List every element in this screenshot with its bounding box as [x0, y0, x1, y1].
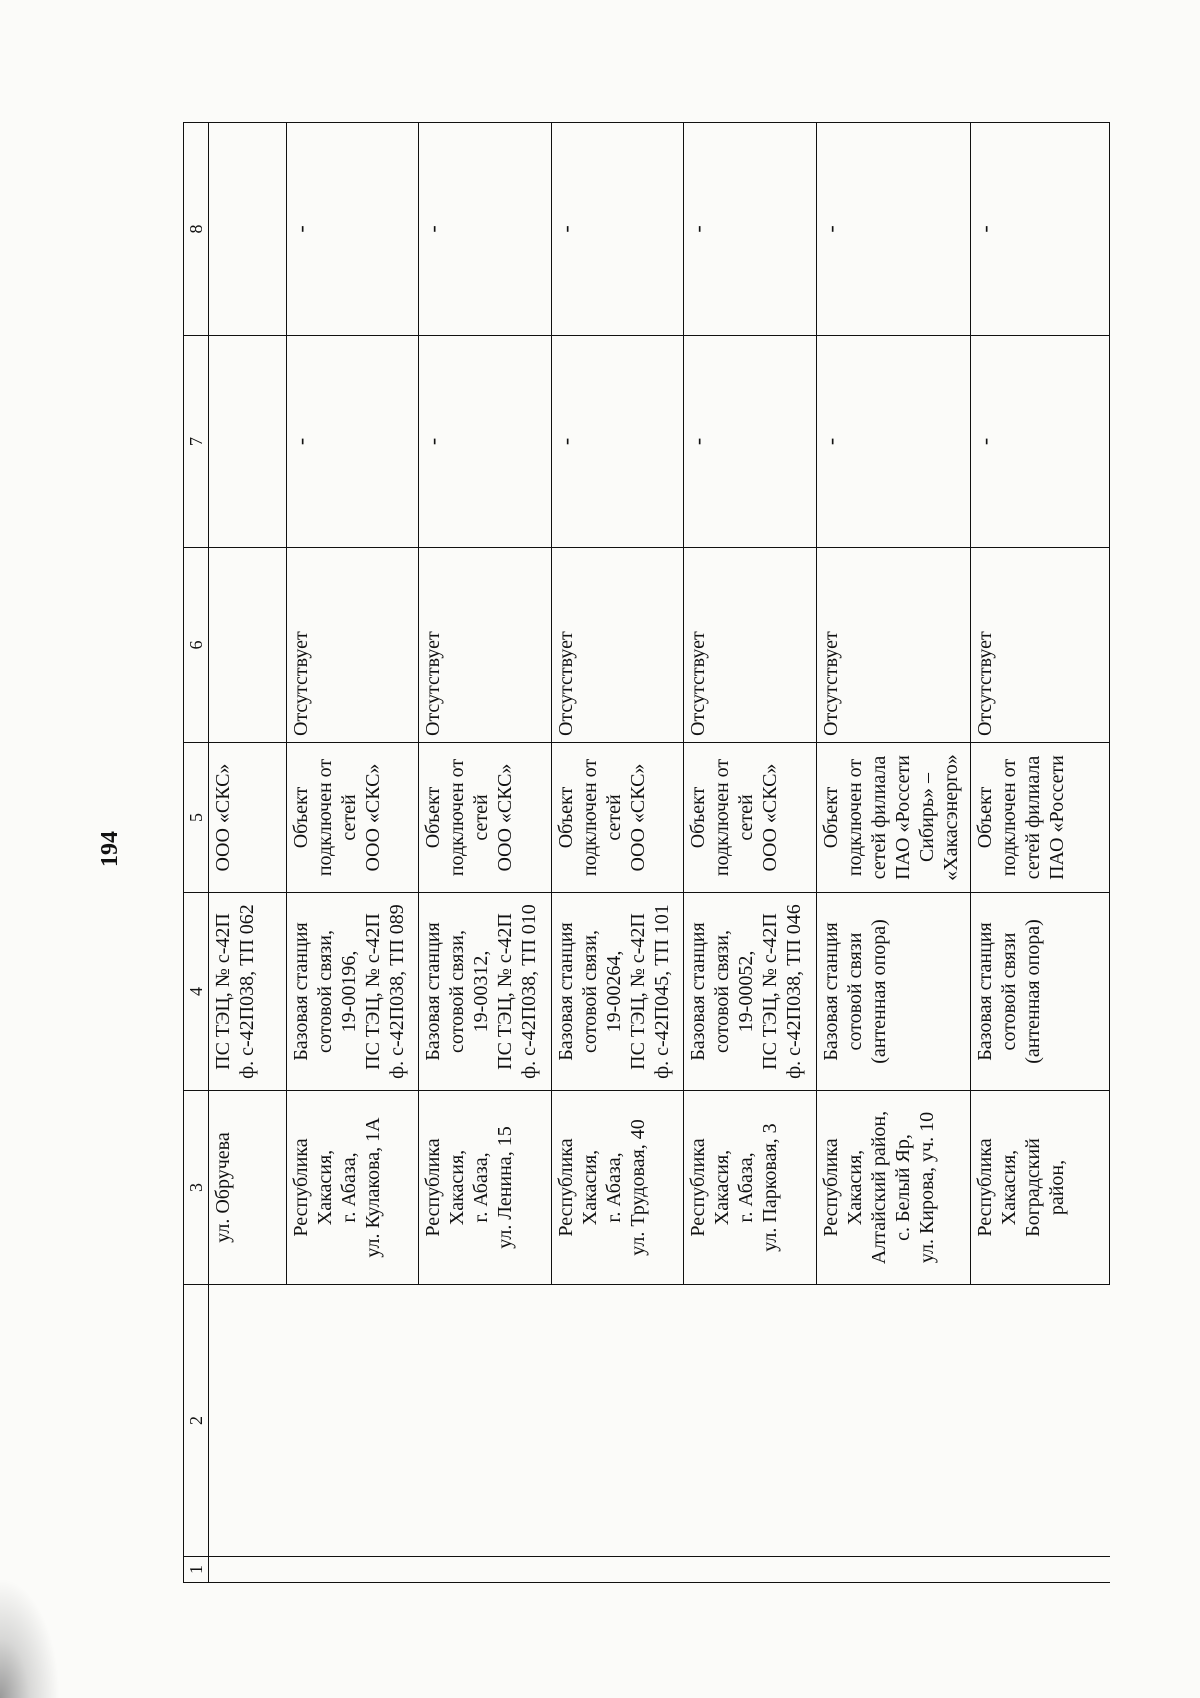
- cell-c6: Отсутствует: [971, 548, 1110, 743]
- cell-c5: Объект подключен от сетей ООО «СКС»: [286, 743, 418, 893]
- empty-cell-c2: [551, 1285, 683, 1557]
- empty-cell-c1: [551, 1557, 683, 1583]
- cell-c8: -: [419, 123, 551, 336]
- table-row: [286, 123, 418, 1583]
- cell-c4: Базовая станция сотовой связи (антенная опора): [971, 893, 1110, 1091]
- table-row: [816, 123, 971, 1583]
- cell-c3: ул. Обручева: [209, 1091, 286, 1285]
- cell-c8: [209, 123, 286, 336]
- scan-shadow: [0, 1578, 60, 1698]
- cell-c4: Базовая станция сотовой связи, 19-00196, ПС ТЭЦ, № с-42П ф. с-42П038, ТП 089: [286, 893, 418, 1091]
- empty-cell-c2: [971, 1285, 1110, 1557]
- cell-c7: -: [971, 336, 1110, 548]
- cell-c7: -: [419, 336, 551, 548]
- cell-c3: Республика Хакасия, г. Абаза, ул. Кулакова, 1А: [286, 1091, 418, 1285]
- cell-c3: Республика Хакасия, г. Абаза, ул. Трудовая, 40: [551, 1091, 683, 1285]
- cell-c8: -: [684, 123, 816, 336]
- cell-c4: Базовая станция сотовой связи, 19-00312, ПС ТЭЦ, № с-42П ф. с-42П038, ТП 010: [419, 893, 551, 1091]
- cell-c6: Отсутствует: [419, 548, 551, 743]
- cell-c6: Отсутствует: [551, 548, 683, 743]
- data-table: [183, 122, 1110, 1583]
- cell-c5: Объект подключен от сетей ООО «СКС»: [684, 743, 816, 893]
- rotated-table-container: [183, 123, 1110, 1583]
- cell-c7: -: [816, 336, 971, 548]
- cell-c7: -: [551, 336, 683, 548]
- cell-c3: Республика Хакасия, Алтайский район, с. Белый Яр, ул. Кирова, уч. 10: [816, 1091, 971, 1285]
- table-row: [209, 123, 286, 1583]
- cell-c4: ПС ТЭЦ, № с-42П ф. с-42П038, ТП 062: [209, 893, 286, 1091]
- cell-c8: -: [286, 123, 418, 336]
- cell-c7: [209, 336, 286, 548]
- page-number: 194: [97, 831, 123, 867]
- cell-c5: Объект подключен от сетей филиала ПАО «Россети: [971, 743, 1110, 893]
- cell-c5: ООО «СКС»: [209, 743, 286, 893]
- empty-cell-c1: [684, 1557, 816, 1583]
- cell-c6: [209, 548, 286, 743]
- cell-c4: Базовая станция сотовой связи, 19-00264, ПС ТЭЦ, № с-42П ф. с-42П045, ТП 101: [551, 893, 683, 1091]
- cell-c6: Отсутствует: [684, 548, 816, 743]
- empty-cell-c2: [286, 1285, 418, 1557]
- empty-cell-c1: [419, 1557, 551, 1583]
- header-cell-4: 4: [184, 893, 209, 1091]
- empty-cell-c1: [209, 1557, 286, 1583]
- empty-cell-c1: [971, 1557, 1110, 1583]
- cell-c5: Объект подключен от сетей ООО «СКС»: [419, 743, 551, 893]
- cell-c7: -: [684, 336, 816, 548]
- cell-c3: Республика Хакасия, г. Абаза, ул. Парковая, 3: [684, 1091, 816, 1285]
- cell-c8: -: [971, 123, 1110, 336]
- cell-c6: Отсутствует: [816, 548, 971, 743]
- table-row: [684, 123, 816, 1583]
- cell-c8: -: [551, 123, 683, 336]
- header-cell-3: 3: [184, 1091, 209, 1285]
- table-row: [971, 123, 1110, 1583]
- cell-c5: Объект подключен от сетей филиала ПАО «Россети Сибирь» – «Хакасэнерго»: [816, 743, 971, 893]
- cell-c7: -: [286, 336, 418, 548]
- empty-cell-c2: [419, 1285, 551, 1557]
- empty-cell-c1: [286, 1557, 418, 1583]
- empty-cell-c2: [684, 1285, 816, 1557]
- table-row: [419, 123, 551, 1583]
- header-row: [184, 123, 209, 1583]
- empty-cell-c2: [816, 1285, 971, 1557]
- cell-c6: Отсутствует: [286, 548, 418, 743]
- empty-cell-c2: [209, 1285, 286, 1557]
- cell-c3: Республика Хакасия, г. Абаза, ул. Ленина, 15: [419, 1091, 551, 1285]
- table-row: [551, 123, 683, 1583]
- empty-cell-c1: [816, 1557, 971, 1583]
- header-cell-7: 7: [184, 336, 209, 548]
- cell-c8: -: [816, 123, 971, 336]
- cell-c4: Базовая станция сотовой связи, 19-00052, ПС ТЭЦ, № с-42П ф. с-42П038, ТП 046: [684, 893, 816, 1091]
- header-cell-5: 5: [184, 743, 209, 893]
- header-cell-6: 6: [184, 548, 209, 743]
- header-cell-1: 1: [184, 1557, 209, 1583]
- header-cell-2: 2: [184, 1285, 209, 1557]
- cell-c4: Базовая станция сотовой связи (антенная опора): [816, 893, 971, 1091]
- cell-c5: Объект подключен от сетей ООО «СКС»: [551, 743, 683, 893]
- cell-c3: Республика Хакасия, Боградский район,: [971, 1091, 1110, 1285]
- header-cell-8: 8: [184, 123, 209, 336]
